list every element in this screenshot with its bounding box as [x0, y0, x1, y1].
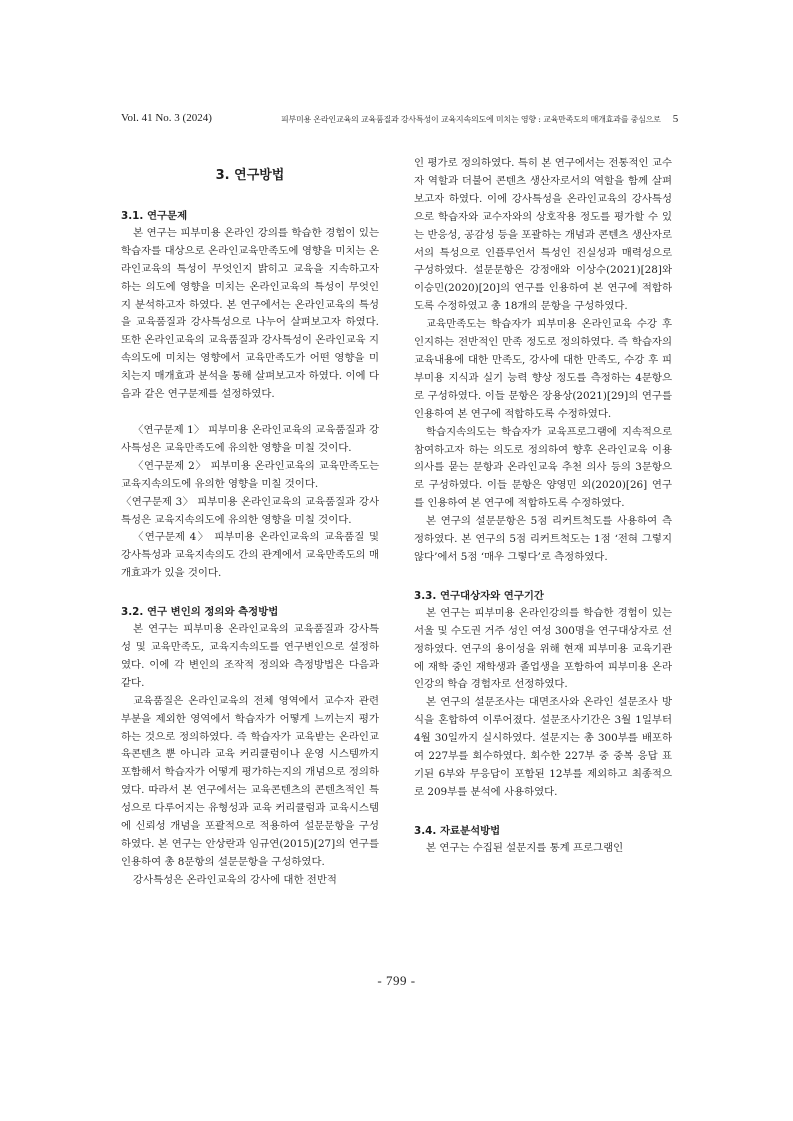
paragraph: 본 연구는 피부미용 온라인 강의를 학습한 경험이 있는 학습자를 대상으로 온라인교육만족도에 영향을 미치는 온라인교육의 특성이 무엇인지 밝히고 교육을 지속하고자 하는 의도에 영향을 미치는 온라인교육의 특성이 무엇인지 분석하고자 하였다. 본 연구에서는 온라인교육의 특성을 교육품질과 강사특성으로 나누어 살펴보고자 하였다. 또한 온라인교육의 교육품질과 강사특성이 온라인교육 지속의도에 미치는 영향에서 교육만족도가 어떤 영향을 미치는지 매개효과 분석을 통해 살펴보고자 하였다. 이에 다음과 같은 연구문제를 설정하였다.: [121, 226, 379, 401]
journal-volume: Vol. 41 No. 3 (2024): [121, 112, 212, 124]
running-title: [281, 113, 678, 125]
research-question-4: 〈연구문제 4〉 피부미용 온라인교육의 교육품질 및 강사특성과 교육지속의도 간의 관계에서 교육만족도의 매개효과가 있을 것이다.: [121, 531, 379, 580]
paragraph: 본 연구는 수집된 설문지를 통계 프로그램인: [426, 841, 624, 854]
paragraph: 본 연구의 설문문항은 5점 리커트척도를 사용하여 측정하였다. 본 연구의 5점 리커트척도는 1점 ‘전혀 그렇지 않다’에서 5점 ‘매우 그렇다’로 측정하였다.: [414, 515, 672, 563]
paragraph: 교육품질은 온라인교육의 전체 영역에서 교수자 관련 부분을 제외한 영역에서 학습자가 어떻게 느끼는지 평가하는 것으로 정의하였다. 즉 학습자가 교육받는 온라인교육콘텐츠 뿐 아니라 교육 커리큘럼이나 운영 시스템까지 포함해서 학습자가 어떻게 평가하는지의 개념으로 정의하였다. 따라서 본 연구에서는 교육콘텐츠의 콘텐츠적인 특성으로 다루어지는 유형성과 교육 커리큘럼과 교육시스템에 신뢰성 개념을 포괄적으로 적용하여 설문문항을 구성하였다. 본 연구는 안상란과 임규연(2015)[27]의 연구를 인용하여 총 8문항의 설문문항을 구성하였다.: [121, 694, 379, 868]
research-question-3: 〈연구문제 3〉 피부미용 온라인교육의 교육품질과 강사특성은 교육지속의도에 유의한 영향을 미칠 것이다.: [121, 495, 379, 526]
paragraph: 본 연구의 설문조사는 대면조사와 온라인 설문조사 방식을 혼합하여 이루어졌다. 설문조사기간은 3월 1일부터 4월 30일까지 실시하였다. 설문지는 총 300부를 배포하여 227부를 회수하였다. 회수한 227부 중 중복 응답 표기된 6부와 무응답이 포함된 12부를 제외하고 최종적으로 209부를 분석에 사용하였다.: [414, 696, 672, 798]
research-question-2: 〈연구문제 2〉 피부미용 온라인교육의 교육만족도는 교육지속의도에 유의한 영향을 미칠 것이다.: [121, 459, 379, 490]
research-question-1: 〈연구문제 1〉 피부미용 온라인교육의 교육품질과 강사특성은 교육만족도에 유의한 영향을 미칠 것이다.: [121, 423, 379, 454]
paragraph: 본 연구는 피부미용 온라인강의를 학습한 경험이 있는 서울 및 수도권 거주 성인 여성 300명을 연구대상자로 선정하였다. 연구의 용이성을 위해 현재 피부미용 교육기관에 재학 중인 재학생과 졸업생을 포함하여 피부미용 온라인강의 학습 경험자로 선정하였다.: [414, 606, 672, 691]
subsection-3-4-heading: 3.4. 자료분석방법: [414, 824, 501, 837]
paragraph: 인 평가로 정의하였다. 특히 본 연구에서는 전통적인 교수자 역할과 더불어 콘텐츠 생산자로서의 역할을 함께 살펴보고자 하였다. 이에 강사특성을 온라인교육의 강사특성으로 학습자와 교수자와의 상호작용 정도를 평가할 수 있는 반응성, 공감성 등을 포괄하는 개념과 콘텐츠 생산자로서의 특성으로 인플루언서 특성인 진실성과 매력성으로 구성하였다. 설문문항은 강정애와 이상수(2021)[28]와 이승민(2020)[20]의 연구를 인용하여 본 연구에 적합하도록 수정하였고 총 18개의 문항을 구성하였다.: [414, 157, 672, 313]
paragraph: 강사특성은 온라인교육의 강사에 대한 전반적: [133, 873, 337, 886]
right-column: [414, 155, 672, 858]
paragraph: 본 연구는 피부미용 온라인교육의 교육품질과 강사특성 및 교육만족도, 교육지속의도를 연구변인으로 설정하였다. 이에 각 변인의 조작적 정의와 측정방법은 다음과 같다.: [121, 623, 379, 689]
subsection-3-2-heading: 3.2. 연구 변인의 정의와 측정방법: [121, 606, 279, 619]
paragraph: 학습지속의도는 학습자가 교육프로그램에 지속적으로 참여하고자 하는 의도로 정의하여 향후 온라인교육 이용의사를 묻는 문항과 온라인교육 추천 의사 등의 3문항으로 구성하였다. 이들 문항은 양영민 외(2020)[26] 연구를 인용하여 본 연구에 적합하도록 수정하였다.: [414, 425, 672, 510]
section-title: 3. 연구방법: [215, 168, 285, 183]
running-header: [121, 112, 678, 128]
subsection-3-3-heading: 3.3. 연구대상자와 연구기간: [414, 589, 544, 602]
subsection-3-1-heading: 3.1. 연구문제: [121, 209, 188, 222]
page-footer-number: - 799 -: [377, 973, 416, 988]
paragraph: 교육만족도는 학습자가 피부미용 온라인교육 수강 후 인지하는 전반적인 만족 정도로 정의하였다. 즉 학습자의 교육내용에 대한 만족도, 강사에 대한 만족도, 수강 후 피부미용 지식과 실기 능력 향상 정도를 측정하는 4문항으로 구성하였다. 이들 문항은 장용상(2021)[29]의 연구를 인용하여 본 연구에 적합하도록 수정하였다.: [414, 318, 672, 420]
left-column: [121, 155, 379, 890]
running-title-text: 피부미용 온라인교육의 교육품질과 강사특성이 교육지속의도에 미치는 영향 : 교육만족도의 매개효과를 중심으로: [280, 115, 661, 124]
header-page-number: 5: [672, 113, 678, 125]
